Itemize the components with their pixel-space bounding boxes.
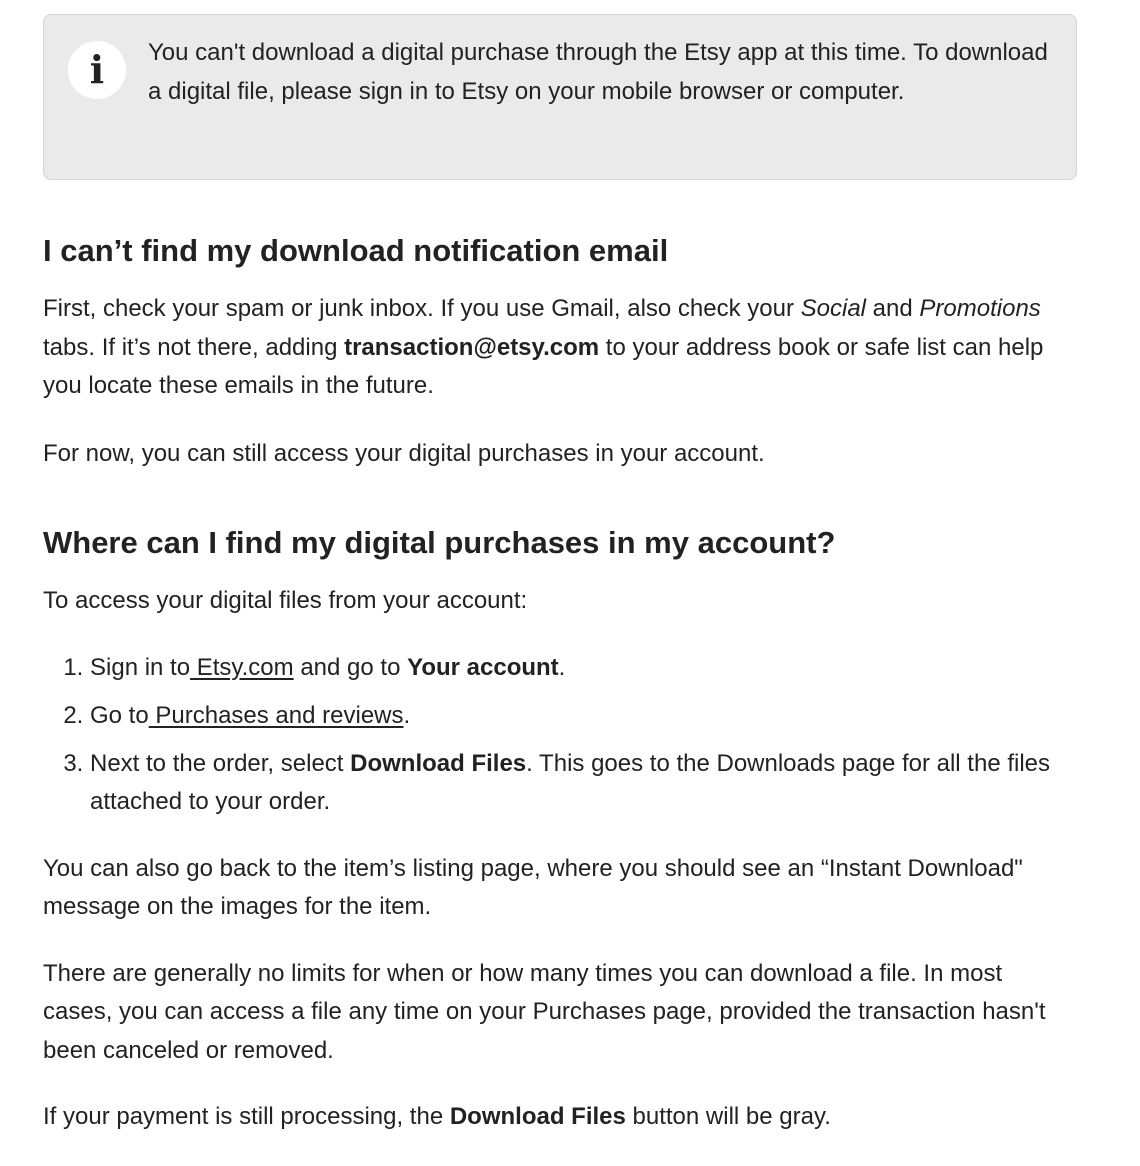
section-heading-notification-email: I can’t find my download notification email — [43, 233, 669, 268]
download-files-text: Download Files — [350, 749, 527, 777]
download-limits-paragraph: There are generally no limits for when or how many times you can download a file. In most cases, you can access a file any time on your Purchases page, provided the transaction hasn't been canceled or removed. — [43, 959, 1046, 1064]
promotions-tab-text: Promotions — [919, 295, 1041, 322]
etsy-com-link[interactable]: Etsy.com — [190, 653, 294, 681]
step-1: 1. Sign in to Etsy.com and go to Your account. — [90, 649, 1077, 688]
info-notice — [43, 14, 1077, 180]
section-heading-digital-purchases: Where can I find my digital purchases in my account? — [43, 525, 836, 560]
transaction-email: transaction@etsy.com — [344, 333, 600, 361]
access-purchases-paragraph: For now, you can still access your digital purchases in your account. — [43, 439, 765, 467]
info-icon: i — [68, 41, 126, 99]
step-2: 2. Go to Purchases and reviews. — [90, 697, 1077, 736]
payment-processing-paragraph: If your payment is still processing, the Download Files button will be gray. — [43, 1103, 831, 1130]
purchases-and-reviews-link[interactable]: Purchases and reviews — [148, 701, 404, 729]
notice-text: You can't download a digital purchase through the Etsy app at this time. To download a digital file, please sign in to Etsy on your mobile browser or computer. — [148, 39, 1048, 105]
social-tab-text: Social — [800, 295, 867, 322]
access-intro-paragraph: To access your digital files from your account: — [43, 587, 528, 614]
spam-check-paragraph: First, check your spam or junk inbox. If you use Gmail, also check your Social and Promotions tabs. If it’s not there, adding transaction@etsy.com to your address book or safe list can help you locate these emails in the future. — [43, 295, 1044, 399]
step-3: 3. Next to the order, select Download Files. This goes to the Downloads page for all the files attached to your order. — [90, 745, 1077, 822]
listing-page-paragraph: You can also go back to the item’s listing page, where you should see an “Instant Download" message on the images for the item. — [43, 854, 1023, 920]
steps-list — [43, 649, 1077, 822]
download-files-button-text: Download Files — [449, 1103, 626, 1130]
your-account-text: Your account — [407, 653, 559, 681]
